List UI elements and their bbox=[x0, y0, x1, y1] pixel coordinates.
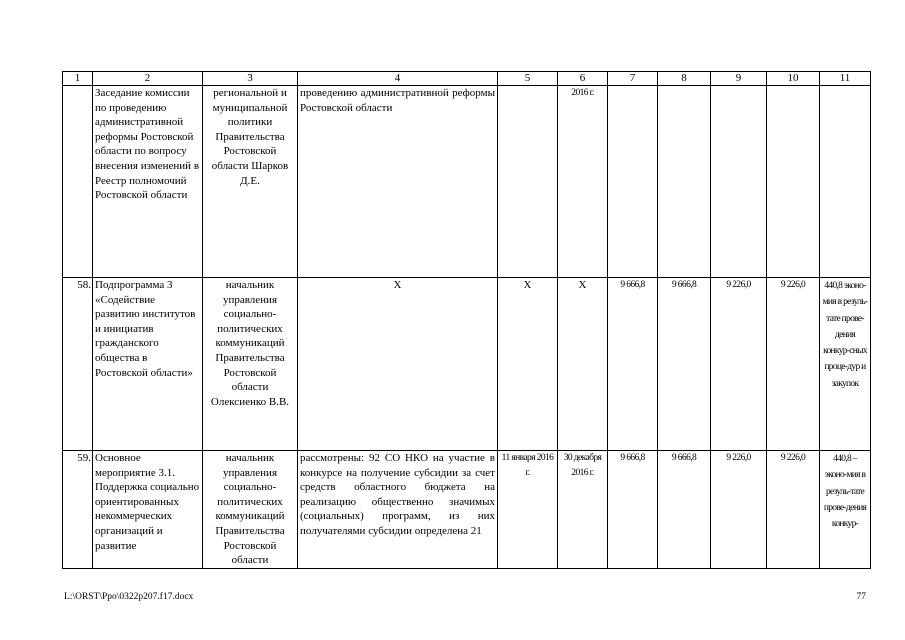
responsible-person: начальник управления социально-политических коммуникаций Правительства Ростовской области Олексиенко В.В. bbox=[203, 278, 298, 451]
responsible-person: региональной и муниципальной политики Правительства Ростовской области Шарков Д.Е. bbox=[203, 86, 298, 278]
spent-amount: 9 226,0 bbox=[767, 451, 820, 569]
footer-file-path: L:\ORST\Ppo\0322p207.f17.docx bbox=[64, 592, 194, 602]
contracted-amount: 9 666,8 bbox=[658, 278, 711, 451]
event-name: Основное мероприятие 3.1. Поддержка социально ориентированных некоммерческих организаций и развитие bbox=[93, 451, 203, 569]
deviation-note: 440,8 эконо-мия в резуль-тате прове-дения конкур-сных проце-дур и закупок bbox=[820, 278, 871, 451]
column-header: 9 bbox=[711, 72, 767, 86]
row-number bbox=[63, 86, 93, 278]
spent-amount bbox=[767, 86, 820, 278]
table-header-row bbox=[63, 72, 871, 86]
planned-amount: 9 666,8 bbox=[608, 278, 658, 451]
start-date: 11 января 2016 г. bbox=[498, 451, 558, 569]
column-header: 2 bbox=[93, 72, 203, 86]
end-date: 30 декабря 2016 г. bbox=[558, 451, 608, 569]
table-row bbox=[63, 86, 871, 278]
column-header: 7 bbox=[608, 72, 658, 86]
column-header: 6 bbox=[558, 72, 608, 86]
report-table bbox=[62, 71, 871, 569]
result-description: Х bbox=[298, 278, 498, 451]
planned-amount bbox=[608, 86, 658, 278]
column-header: 5 bbox=[498, 72, 558, 86]
result-description: рассмотрены: 92 СО НКО на участие в конкурсе на получение субсидии за счет средств областного бюджета на реализацию общественно значимых (социальных) программ, из них получателями субсидии определена 21 bbox=[298, 451, 498, 569]
start-date: Х bbox=[498, 278, 558, 451]
column-header: 4 bbox=[298, 72, 498, 86]
contracted-amount bbox=[658, 86, 711, 278]
responsible-person: начальник управления социально-политических коммуникаций Правительства Ростовской области bbox=[203, 451, 298, 569]
table-row bbox=[63, 451, 871, 569]
planned-amount: 9 666,8 bbox=[608, 451, 658, 569]
column-header: 8 bbox=[658, 72, 711, 86]
page-number: 77 bbox=[856, 592, 866, 602]
start-date bbox=[498, 86, 558, 278]
row-number: 58. bbox=[63, 278, 93, 451]
column-header: 10 bbox=[767, 72, 820, 86]
column-header: 3 bbox=[203, 72, 298, 86]
end-date: Х bbox=[558, 278, 608, 451]
contracted-amount: 9 666,8 bbox=[658, 451, 711, 569]
actual-amount bbox=[711, 86, 767, 278]
table-row bbox=[63, 278, 871, 451]
event-name: Заседание комиссии по проведению административной реформы Ростовской области по вопросу внесения изменений в Реестр полномочий Ростовской области bbox=[93, 86, 203, 278]
actual-amount: 9 226,0 bbox=[711, 278, 767, 451]
row-number: 59. bbox=[63, 451, 93, 569]
column-header: 11 bbox=[820, 72, 871, 86]
deviation-note bbox=[820, 86, 871, 278]
result-description: проведению административной реформы Ростовской области bbox=[298, 86, 498, 278]
deviation-note: 440,8 – эконо-мия в резуль-тате прове-дения конкур- bbox=[820, 451, 871, 569]
column-header: 1 bbox=[63, 72, 93, 86]
event-name: Подпрограмма 3 «Содействие развитию институтов и инициатив гражданского общества в Ростовской области» bbox=[93, 278, 203, 451]
spent-amount: 9 226,0 bbox=[767, 278, 820, 451]
actual-amount: 9 226,0 bbox=[711, 451, 767, 569]
end-date: 2016 г. bbox=[558, 86, 608, 278]
